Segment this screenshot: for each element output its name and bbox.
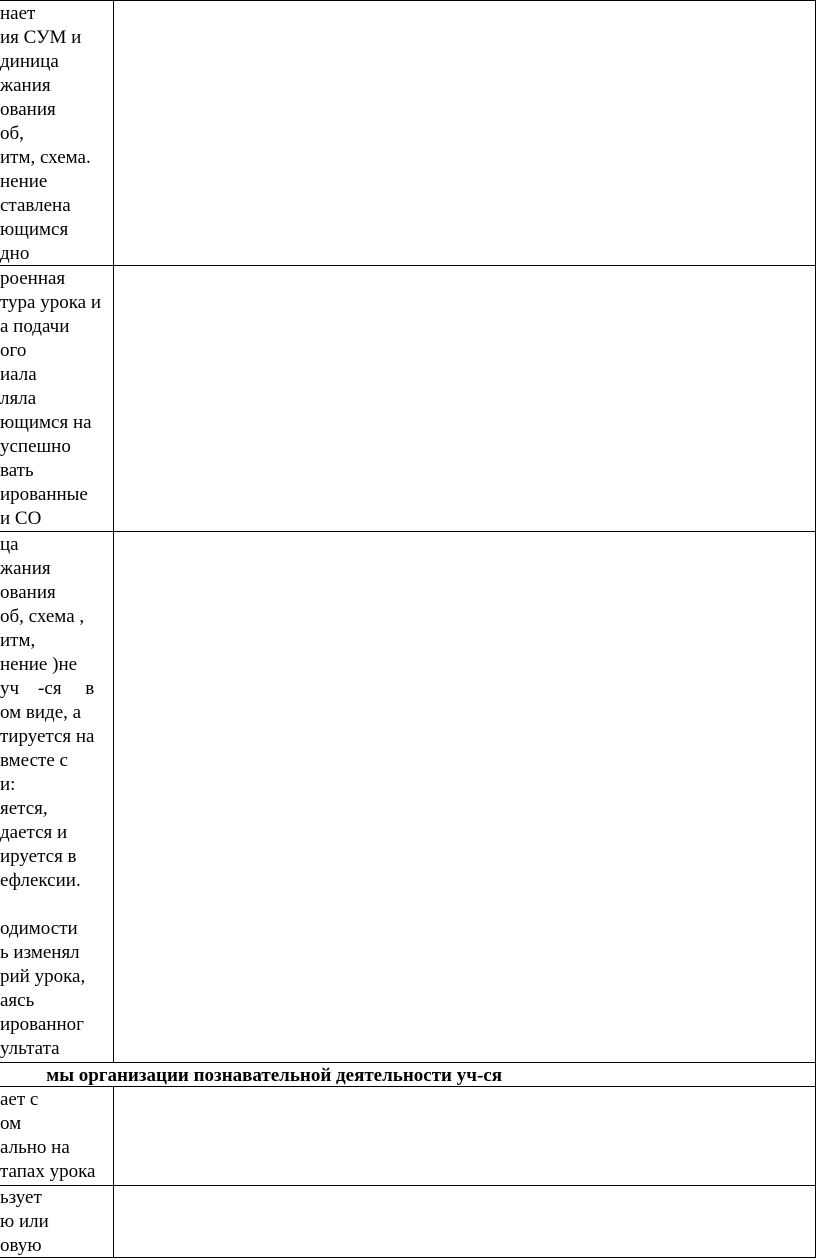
cell-text-line: ефлексии. <box>0 870 81 891</box>
cell-text-line: и: <box>0 774 16 795</box>
cell-text-line: итм, <box>0 630 36 651</box>
cell-text-line: об, <box>0 123 24 144</box>
cell-text-line: ь изменял <box>0 942 80 963</box>
cell-text-line: ированные <box>0 484 88 505</box>
table-cell-criterion <box>0 267 113 529</box>
cell-text-line: ия СУМ и <box>0 27 82 48</box>
cell-text-line: диница <box>0 51 59 72</box>
cell-text-line: дается и <box>0 822 68 843</box>
cell-text-line: ально на <box>0 1137 70 1158</box>
cell-text-line: ющимся на <box>0 412 92 433</box>
cell-text-line: яется, <box>0 798 48 819</box>
cell-text-line: нение <box>0 171 48 192</box>
cell-text-line: ультата <box>0 1038 60 1059</box>
cell-text-line: ющимся <box>0 219 69 240</box>
cell-text-line: итм, схема. <box>0 147 91 168</box>
cell-text-line: ца <box>0 534 19 555</box>
cell-text-line: одимости <box>0 918 78 939</box>
cell-text-line: уч -ся в <box>0 678 95 699</box>
cell-text-line: ом <box>0 1113 22 1134</box>
table-border <box>0 0 816 1</box>
column-divider <box>113 1086 114 1257</box>
cell-text-line: овую <box>0 1235 42 1256</box>
cell-text-line: иала <box>0 364 37 385</box>
cell-text-line: вать <box>0 460 34 481</box>
table-cell-criterion <box>0 1088 113 1184</box>
cell-text-line: ования <box>0 582 56 603</box>
cell-text-line: ляла <box>0 388 37 409</box>
cell-text-line: ированног <box>0 1014 84 1035</box>
cell-text-line: тура урока и <box>0 292 102 313</box>
cell-text-line: жания <box>0 75 51 96</box>
cell-text-line: рий урока, <box>0 966 86 987</box>
cell-text-line: а подачи <box>0 316 70 337</box>
table-border <box>0 1257 816 1258</box>
table-border <box>0 1185 816 1186</box>
cell-text-line: ования <box>0 99 56 120</box>
cell-text-line: ставлена <box>0 195 71 216</box>
table-border <box>0 265 816 266</box>
cell-text-line: нает <box>0 3 36 24</box>
cell-text-line: тапах урока <box>0 1161 96 1182</box>
cell-text-line: нение )не <box>0 654 78 675</box>
cell-text-line: аясь <box>0 990 35 1011</box>
section-header-row <box>0 1063 816 1087</box>
table-border <box>0 531 816 532</box>
cell-text-line: вместе с <box>0 750 68 771</box>
cell-text-line: ает с <box>0 1089 39 1110</box>
cell-text-line <box>0 893 110 917</box>
cell-text-line: ого <box>0 340 27 361</box>
cell-text-line: об, схема , <box>0 606 85 627</box>
cell-text-line: ьзует <box>0 1187 42 1208</box>
cell-text-line: успешно <box>0 436 71 457</box>
cell-text-line: тируется на <box>0 726 95 747</box>
cell-text-line: и СО <box>0 508 42 529</box>
cell-text-line: ом виде, а <box>0 702 82 723</box>
table-cell-criterion <box>0 2 113 264</box>
cell-text-line: ю или <box>0 1211 49 1232</box>
section-header: мы организации познавательной деятельности уч-ся <box>46 1065 502 1086</box>
table-cell-criterion <box>0 533 113 1061</box>
cell-text-line: дно <box>0 243 30 264</box>
cell-text-line: роенная <box>0 268 66 289</box>
cell-text-line: жания <box>0 558 51 579</box>
column-divider <box>113 0 114 1062</box>
cell-text-line: ируется в <box>0 846 77 867</box>
table-cell-criterion <box>0 1186 113 1256</box>
